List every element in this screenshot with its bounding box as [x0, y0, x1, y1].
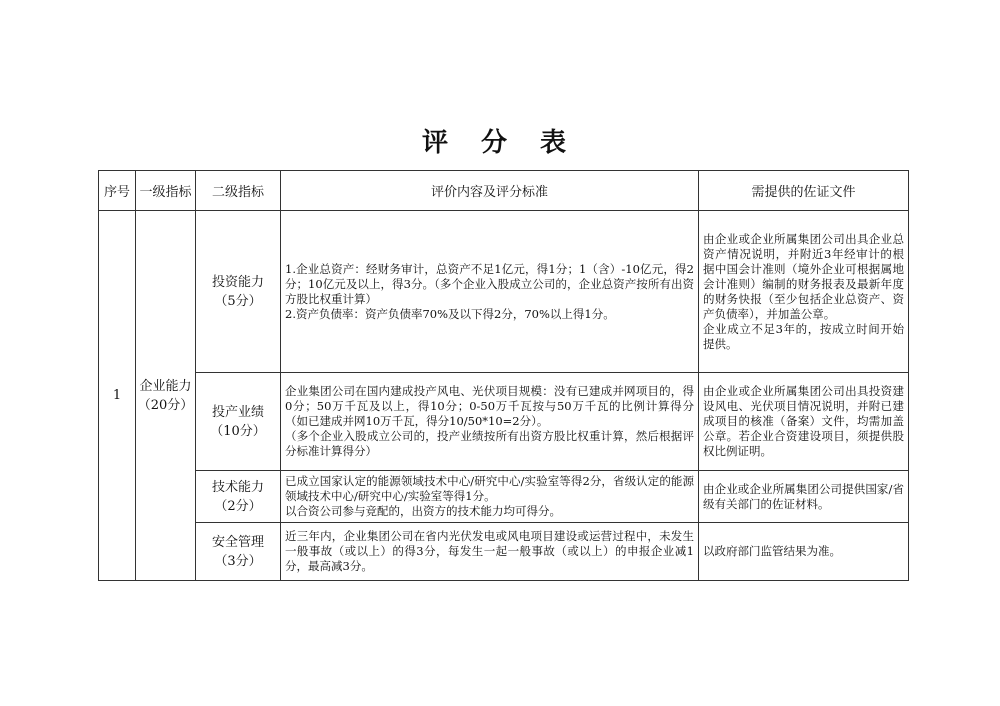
level1-score: （20分）: [137, 397, 194, 413]
evidence-cell: [699, 471, 909, 523]
header-evidence: 需提供的佐证文件: [699, 171, 909, 211]
level2-name: 投资能力: [211, 274, 264, 290]
evidence-line: 由企业或企业所属集团公司出具投资建设风电、光伏项目情况说明，并附已建成项目的核准（备案）文件，均需加盖公章。若企业合资建设项目，须提供股权比例证明。: [703, 384, 904, 458]
criteria-line: 以合资公司参与竞配的，出资方的技术能力均可得分。: [285, 504, 561, 518]
criteria-line: 2.资产负债率：资产负债率70%及以下得2分，70%以上得1分。: [285, 306, 615, 321]
criteria-line: （多个企业入股成立公司的，投产业绩按所有出资方股比权重计算，然后根据评分标准计算得分）: [285, 429, 694, 458]
table-row: [99, 373, 909, 471]
evidence-cell: [699, 373, 909, 471]
level2-name: 安全管理: [211, 534, 264, 550]
page-title: 评 分 表: [421, 128, 579, 158]
evidence-line: 企业成立不足3年的，按成立时间开始提供。: [703, 321, 904, 351]
header-criteria: 评价内容及评分标准: [281, 171, 699, 211]
level2-score: （5分）: [214, 293, 262, 309]
level2-cell: [196, 211, 281, 373]
level2-cell: [196, 523, 281, 581]
evidence-cell: [699, 211, 909, 373]
header-row: [99, 171, 909, 211]
level1-cell: [136, 211, 196, 581]
scoring-table: [98, 170, 909, 581]
level2-cell: [196, 373, 281, 471]
criteria-cell: [281, 471, 699, 523]
criteria-line: 近三年内，企业集团公司在省内光伏发电或风电项目建设或运营过程中，未发生一般事故（或以上）的得3分，每发生一起一般事故（或以上）的申报企业减1分，最高减3分。: [285, 529, 694, 573]
level1-name: 企业能力: [139, 378, 192, 394]
level2-cell: [196, 471, 281, 523]
evidence-cell: [699, 523, 909, 581]
level2-name: 技术能力: [211, 479, 264, 495]
criteria-cell: [281, 211, 699, 373]
level2-score: （3分）: [214, 553, 262, 569]
table-row: [99, 523, 909, 581]
criteria-cell: [281, 523, 699, 581]
group-number: 1: [99, 211, 136, 581]
level2-name: 投产业绩: [211, 404, 264, 420]
table-row: [99, 211, 909, 373]
header-level1: 一级指标: [136, 171, 196, 211]
header-no: 序号: [99, 171, 136, 211]
criteria-line: 已成立国家认定的能源领域技术中心/研究中心/实验室等得2分，省级认定的能源领域技术中心/研究中心/实验室等得1分。: [285, 474, 694, 503]
criteria-cell: [281, 373, 699, 471]
criteria-line: 企业集团公司在国内建成投产风电、光伏项目规模：没有已建成并网项目的，得0分；50万千瓦及以上，得10分；0-50万千瓦按与50万千瓦的比例计算得分（如已建成并网10万千瓦，得分10/50*10=2分）。: [285, 384, 694, 428]
criteria-line: 1.企业总资产：经财务审计，总资产不足1亿元，得1分；1（含）-10亿元，得2 分；10亿元及以上，得3分。（多个企业入股成立公司的，企业总资产按所有出资方股比权重计算）: [285, 261, 694, 306]
header-level2: 二级指标: [196, 171, 281, 211]
evidence-line: 由企业或企业所属集团公司出具企业总资产情况说明，并附近3年经审计的根据中国会计准则（境外企业可根据属地会计准则）编制的财务报表及最新年度的财务快报（至少包括企业总资产、资产负债率），并加盖公章。: [703, 231, 904, 321]
table-row: [99, 471, 909, 523]
evidence-line: 以政府部门监管结果为准。: [703, 544, 841, 558]
evidence-line: 由企业或企业所属集团公司提供国家/省级有关部门的佐证材料。: [703, 481, 904, 511]
level2-score: （10分）: [210, 423, 266, 439]
level2-score: （2分）: [214, 498, 262, 514]
